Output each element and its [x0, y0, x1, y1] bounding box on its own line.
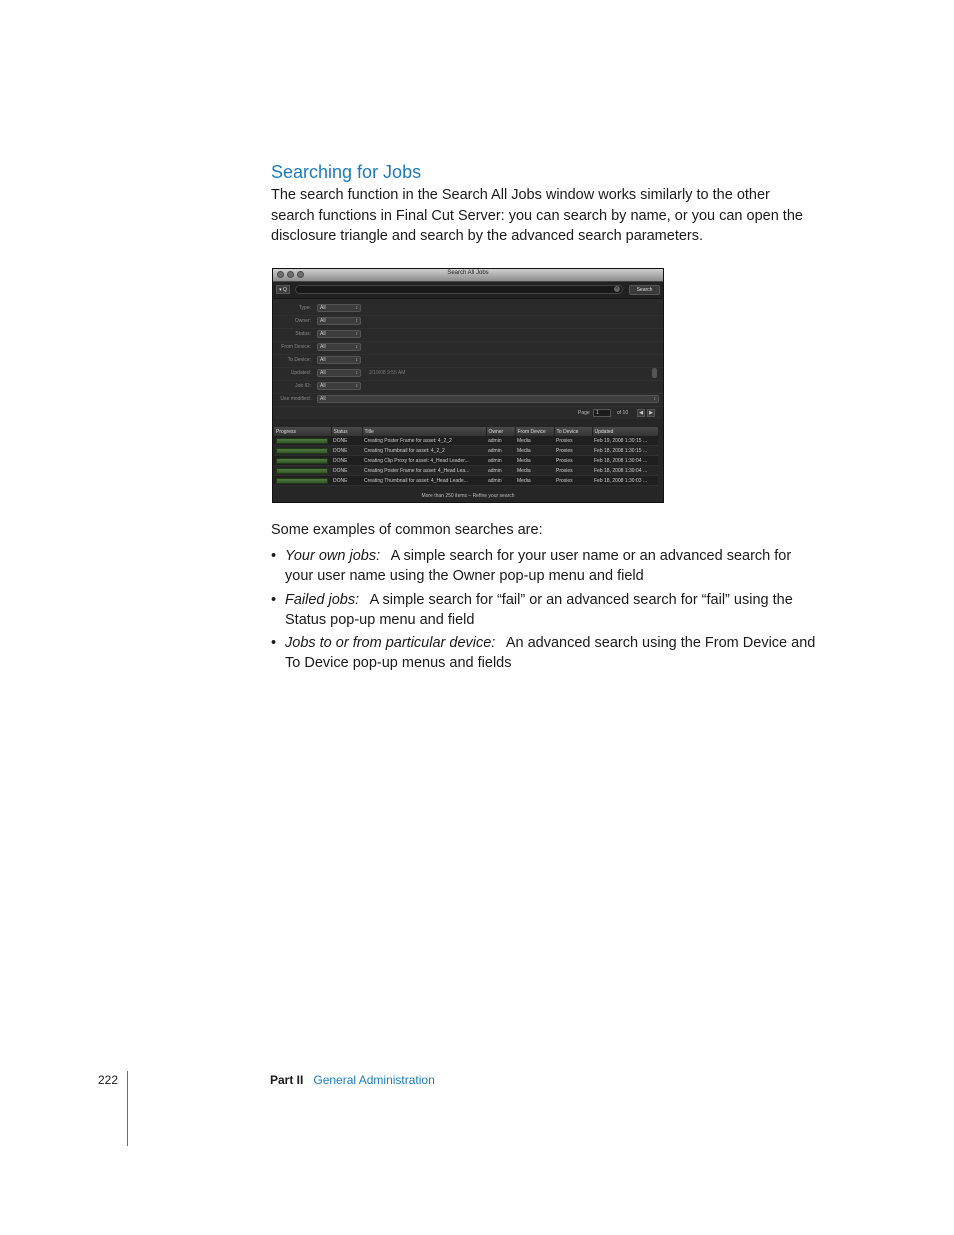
cell-owner: admin — [486, 456, 515, 466]
criteria-popup[interactable]: All ↕ — [317, 304, 361, 312]
criteria-label: Owner: — [294, 318, 311, 324]
progress-bar — [276, 438, 328, 444]
table-row[interactable] — [274, 476, 658, 486]
table-row[interactable] — [274, 456, 658, 466]
cell-from: Media — [515, 436, 554, 446]
cell-to: Proxies — [554, 436, 592, 446]
window-title: Search All Jobs — [447, 270, 489, 276]
previous-page-button[interactable]: ◀ — [637, 409, 645, 417]
bullet-icon: • — [271, 591, 277, 608]
cell-status: DONE — [331, 446, 362, 456]
criteria-popup[interactable]: All ↕ — [317, 382, 361, 390]
cell-status: DONE — [331, 466, 362, 476]
page-number: 222 — [98, 1073, 119, 1087]
progress-cell — [274, 456, 331, 466]
progress-bar — [276, 468, 328, 474]
cell-updated: Feb 18, 2008 1:30:04 ... — [592, 466, 658, 476]
cell-to: Proxies — [554, 456, 592, 466]
section-heading: Searching for Jobs — [271, 162, 422, 182]
criteria-label: Type: — [298, 305, 311, 311]
criteria-label: Updated: — [290, 370, 311, 376]
page-count: of 10 — [617, 410, 629, 416]
cell-updated: Feb 18, 2008 1:30:15 ... — [592, 446, 658, 456]
cell-title: Creating Thumbnail for asset: 4_Head Leade... — [362, 476, 486, 486]
footer-part — [270, 1073, 435, 1087]
criteria-popup[interactable]: All ↕ — [317, 343, 361, 351]
cell-to: Proxies — [554, 466, 592, 476]
criteria-row — [273, 354, 663, 368]
list-item — [271, 546, 819, 586]
footer-rule — [127, 1071, 128, 1146]
criteria-label: From Device: — [281, 344, 311, 350]
table-row[interactable] — [274, 436, 658, 446]
progress-cell — [274, 466, 331, 476]
results-footer: More than 250 items – Refine your search — [421, 493, 515, 499]
criteria-label: Job ID: — [295, 383, 311, 389]
cell-owner: admin — [486, 466, 515, 476]
example-text: A simple search for your user name or an advanced search for your user name using the Owner pop-up menu and field — [285, 548, 792, 584]
column-header[interactable]: Title — [362, 427, 486, 436]
criteria-row — [273, 380, 663, 394]
progress-cell — [274, 446, 331, 456]
example-term: Failed jobs: — [285, 591, 360, 608]
example-term: Jobs to or from particular device: — [285, 635, 496, 651]
criteria-popup[interactable]: All ↕ — [317, 356, 361, 364]
part-title-link[interactable]: General Administration — [313, 1073, 435, 1087]
cell-owner: admin — [486, 476, 515, 486]
cell-status: DONE — [331, 456, 362, 466]
example-text: An advanced search using the From Device and To Device pop-up menus and fields — [285, 635, 816, 671]
example-term: Your own jobs: — [285, 548, 381, 564]
table-row[interactable] — [274, 446, 658, 456]
list-item — [271, 590, 819, 630]
list-item — [271, 633, 819, 673]
clear-search-icon[interactable]: × — [615, 286, 619, 292]
intro-paragraph: The search function in the Search All Jobs window works similarly to the other search functions in Final Cut Server: you can search by name, or you can open the disclosure triangle and search by the advanced search parameters. — [271, 187, 803, 245]
criteria-label: Use modified: — [280, 396, 311, 402]
column-header[interactable]: To Device — [554, 427, 592, 436]
cell-owner: admin — [486, 446, 515, 456]
search-bar — [273, 282, 663, 299]
criteria-popup[interactable]: All ↕ — [317, 369, 361, 377]
column-header[interactable]: From Device — [515, 427, 554, 436]
column-header[interactable]: Progress — [274, 427, 331, 436]
criteria-popup[interactable]: All ↕ — [317, 330, 361, 338]
cell-status: DONE — [331, 436, 362, 446]
example-text: A simple search for “fail” or an advanced search for “fail” using the Status pop-up menu and field — [285, 591, 793, 628]
cell-from: Media — [515, 476, 554, 486]
cell-from: Media — [515, 466, 554, 476]
cell-to: Proxies — [554, 476, 592, 486]
cell-updated: Feb 18, 2008 1:30:04 ... — [592, 456, 658, 466]
search-button[interactable]: Search — [629, 285, 660, 295]
criteria-row — [273, 328, 663, 342]
column-header[interactable]: Updated — [592, 427, 658, 436]
cell-title: Creating Poster Frame for asset: 4_2_2 — [362, 436, 486, 446]
criteria-row — [273, 341, 663, 355]
column-header[interactable]: Owner — [486, 427, 515, 436]
criteria-row — [273, 315, 663, 329]
criteria-label: Status: — [295, 331, 311, 337]
criteria-row — [273, 393, 663, 407]
column-header[interactable]: Status — [331, 427, 362, 436]
criteria-popup[interactable]: All ↕ — [317, 395, 659, 403]
examples-list — [271, 546, 819, 677]
pager — [273, 407, 663, 419]
cell-updated: Feb 19, 2008 1:30:15 ... — [592, 436, 658, 446]
cell-title: Creating Poster Frame for asset: 4_Head Lea... — [362, 466, 486, 476]
cell-status: DONE — [331, 476, 362, 486]
cell-owner: admin — [486, 436, 515, 446]
page-label: Page — [578, 410, 590, 416]
progress-bar — [276, 478, 328, 484]
window-titlebar — [273, 269, 663, 282]
criteria-label: To Device: — [287, 357, 311, 363]
cell-from: Media — [515, 456, 554, 466]
cell-from: Media — [515, 446, 554, 456]
cell-title: Creating Thumbnail for asset: 4_2_2 — [362, 446, 486, 456]
page-number-field[interactable]: 1 — [593, 409, 611, 417]
cell-updated: Feb 18, 2008 1:30:03 ... — [592, 476, 658, 486]
criteria-popup[interactable]: All ↕ — [317, 317, 361, 325]
bullet-icon: • — [271, 548, 277, 564]
part-label: Part II — [270, 1073, 304, 1087]
advanced-search-criteria — [273, 299, 663, 407]
progress-cell — [274, 436, 331, 446]
progress-bar — [276, 448, 328, 454]
search-menu-icon[interactable]: ▾ Q — [276, 285, 290, 294]
cell-title: Creating Clip Proxy for asset: 4_Head Leader... — [362, 456, 486, 466]
search-all-jobs-window — [272, 268, 664, 503]
date-stepper[interactable] — [652, 368, 657, 378]
next-page-button[interactable]: ▶ — [647, 409, 655, 417]
table-row[interactable] — [274, 466, 658, 476]
examples-lead: Some examples of common searches are: — [271, 522, 543, 538]
criteria-row — [273, 302, 663, 316]
cell-to: Proxies — [554, 446, 592, 456]
criteria-row — [273, 367, 663, 381]
criteria-date-field[interactable]: 2/19/08 9:55 AM — [369, 370, 406, 376]
progress-bar — [276, 458, 328, 464]
bullet-icon: • — [271, 635, 277, 651]
jobs-table — [274, 427, 659, 486]
search-input[interactable] — [295, 285, 623, 294]
progress-cell — [274, 476, 331, 486]
